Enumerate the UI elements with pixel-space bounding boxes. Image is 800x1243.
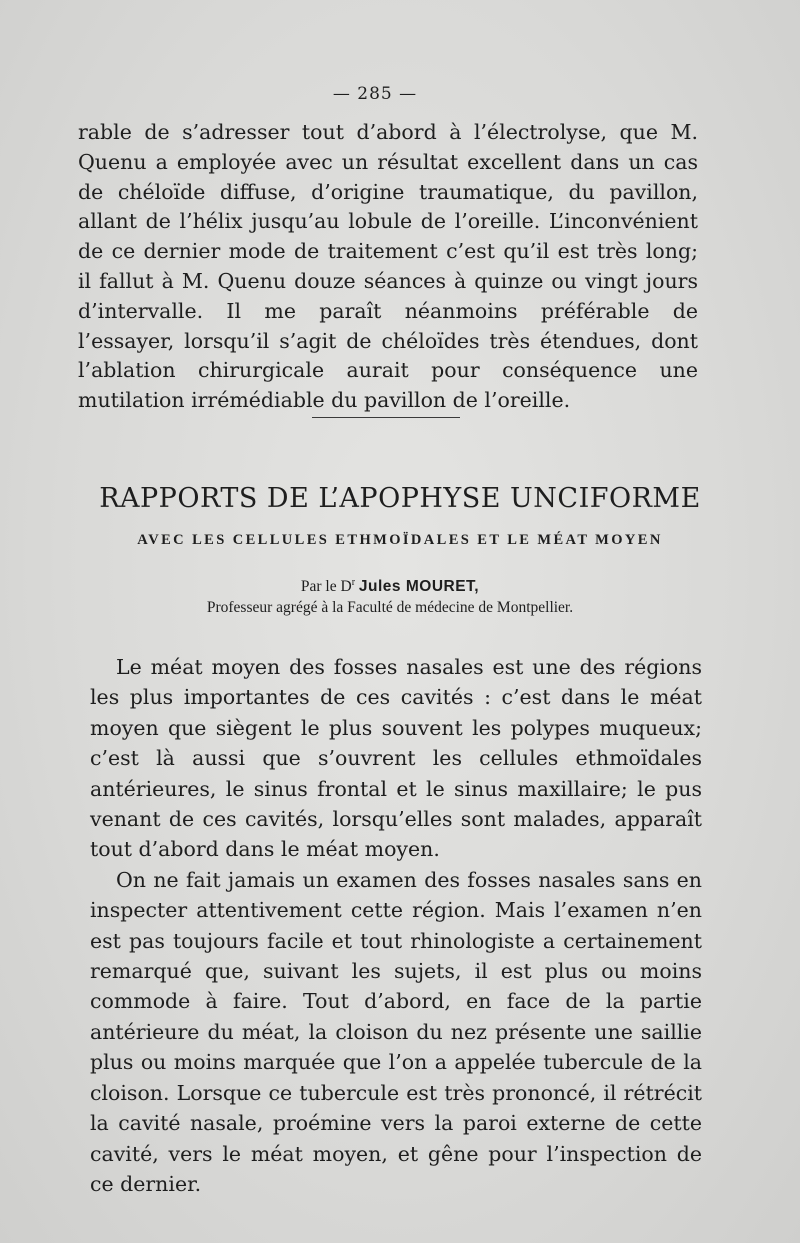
author-affiliation: Professeur agrégé à la Faculté de médecine de Montpellier. xyxy=(206,599,574,616)
article-body xyxy=(90,652,702,1199)
article-title: RAPPORTS DE L’APOPHYSE UNCIFORME xyxy=(99,483,701,514)
byline-prefix-text: Par le D xyxy=(300,578,352,596)
section-separator-rule xyxy=(312,417,460,418)
carryover-text-block xyxy=(78,118,698,416)
byline xyxy=(0,577,780,596)
page-number: — 285 — xyxy=(332,84,418,104)
body-paragraph-1: Le méat moyen des fosses nasales est une des régions les plus importantes de ces cavités : c’est dans le méat moyen que siègent le plus souvent les polypes muqueux; c’est là aussi que s’ouvrent les cellules ethmoïdales antérieures, le sinus frontal et le sinus maxillaire; le pus venant de ces cavités, lorsqu’elles sont malades, apparaît tout d’abord dans le méat moyen. xyxy=(90,655,702,862)
byline-prefix xyxy=(301,578,355,595)
author-name: Jules MOURET, xyxy=(358,578,480,596)
article-subtitle: AVEC LES CELLULES ETHMOÏDALES ET LE MÉAT MOYEN xyxy=(137,532,663,548)
byline-prefix-sup: r xyxy=(351,577,356,588)
body-paragraph-2: On ne fait jamais un examen des fosses nasales sans en inspecter attentivement cette région. Mais l’examen n’en est pas toujours facile et tout rhinologiste a certainement remarqué que, suivant les sujets, il est plus ou moins commode à faire. Tout d’abord, en face de la partie antérieure du méat, la cloison du nez présente une saillie plus ou moins marquée que l’on a appelée tubercule de la cloison. Lorsque ce tubercule est très prononcé, il rétrécit la cavité nasale, proémine vers la paroi externe de cette cavité, vers le méat moyen, et gêne pour l’inspection de ce dernier. xyxy=(90,867,702,1196)
carryover-paragraph: rable de s’adresser tout d’abord à l’électrolyse, que M. Quenu a employée avec un résultat excellent dans un cas de chéloïde diffuse, d’origine traumatique, du pavillon, allant de l’hélix jusqu’au lobule de l’oreille. L’inconvénient de ce dernier mode de traitement c’est qu’il est très long; il fallut à M. Quenu douze séances à quinze ou vingt jours d’intervalle. Il me paraît néanmoins préférable de l’essayer, lorsqu’il s’agit de chéloïdes très étendues, dont l’ablation chirurgicale aurait pour conséquence une mutilation irrémédiable du pavillon de l’oreille. xyxy=(78,120,698,413)
